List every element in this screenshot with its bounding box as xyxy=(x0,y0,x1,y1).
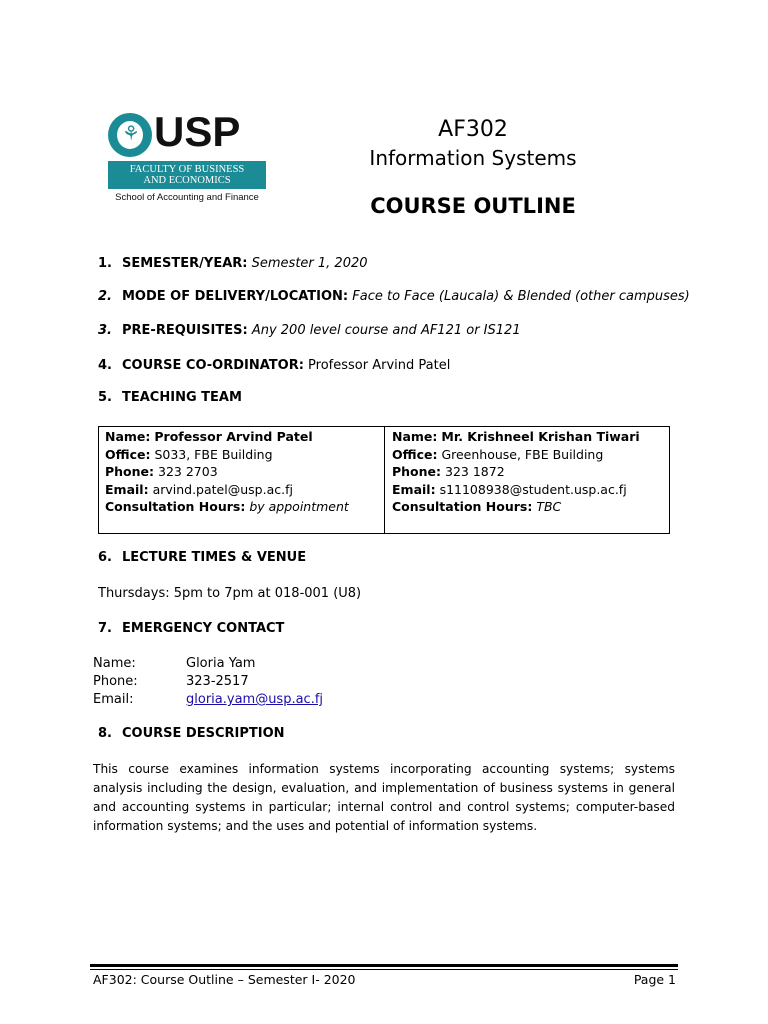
footer-divider-thin xyxy=(90,969,678,970)
section-number: 7. xyxy=(98,621,112,636)
section-semester-year xyxy=(98,256,368,271)
contact-row xyxy=(93,655,323,673)
section-course-description xyxy=(98,726,285,741)
field-label: Phone: xyxy=(392,464,442,479)
member-phone: 323 1872 xyxy=(445,464,505,479)
course-code: AF302 xyxy=(438,117,508,142)
section-emergency-contact xyxy=(98,621,284,636)
contact-label: Email: xyxy=(93,692,134,707)
usp-logo xyxy=(108,108,268,205)
section-number: 5. xyxy=(98,390,112,405)
member-office: S033, FBE Building xyxy=(154,446,273,462)
section-teaching-team xyxy=(98,390,242,405)
logo-faculty-line2: AND ECONOMICS xyxy=(143,175,231,186)
section-label: COURSE CO-ORDINATOR: xyxy=(122,358,304,373)
section-value: Face to Face (Laucala) & Blended (other campuses) xyxy=(352,289,690,304)
section-value: Any 200 level course and AF121 or IS121 xyxy=(251,323,521,338)
contact-row xyxy=(93,691,323,709)
field-label: Phone: xyxy=(105,464,155,479)
footer-course-label: AF302: Course Outline – Semester I- 2020 xyxy=(93,972,356,987)
section-number: 6. xyxy=(98,550,112,565)
section-label: MODE OF DELIVERY/LOCATION: xyxy=(122,289,349,304)
page-title: COURSE OUTLINE xyxy=(370,194,576,218)
section-label: PRE-REQUISITES: xyxy=(122,323,248,338)
teaching-team-table xyxy=(98,426,670,534)
field-label: Office: xyxy=(105,446,151,462)
member-name: Professor Arvind Patel xyxy=(154,429,313,444)
member-email: s11108938@student.usp.ac.fj xyxy=(439,481,627,497)
team-member-card xyxy=(385,427,669,533)
member-hours: TBC xyxy=(536,499,562,514)
section-prerequisites xyxy=(98,323,521,338)
course-name: Information Systems xyxy=(369,146,577,170)
section-number: 8. xyxy=(98,726,112,741)
section-label: SEMESTER/YEAR: xyxy=(122,256,248,271)
section-label: TEACHING TEAM xyxy=(122,390,242,405)
logo-faculty-line1: FACULTY OF BUSINESS xyxy=(129,164,245,175)
section-label: COURSE DESCRIPTION xyxy=(122,726,285,741)
team-member-card xyxy=(99,427,385,533)
field-label: Consultation Hours: xyxy=(105,499,246,514)
field-label: Name: xyxy=(105,429,151,444)
section-number: 3. xyxy=(98,323,112,338)
section-number: 4. xyxy=(98,358,112,373)
member-email: arvind.patel@usp.ac.fj xyxy=(152,481,293,497)
field-label: Office: xyxy=(392,446,438,462)
member-office: Greenhouse, FBE Building xyxy=(441,446,604,462)
usp-crest-icon: ⚘ xyxy=(108,113,152,157)
section-label: EMERGENCY CONTACT xyxy=(122,621,285,636)
contact-email-link[interactable]: gloria.yam@usp.ac.fj xyxy=(186,692,324,707)
contact-label: Name: xyxy=(93,656,136,671)
member-hours: by appointment xyxy=(249,499,349,514)
logo-brand-text: USP xyxy=(154,108,241,155)
emergency-contact-block xyxy=(93,655,323,709)
field-label: Email: xyxy=(105,481,149,497)
contact-phone: 323-2517 xyxy=(186,674,249,689)
footer-divider xyxy=(90,964,678,967)
member-phone: 323 2703 xyxy=(158,464,218,479)
contact-label: Phone: xyxy=(93,674,138,689)
page-number: Page 1 xyxy=(633,972,676,987)
course-description-text: This course examines information systems incorporating accounting systems; systems analysis including the design, evaluation, and implementation of business systems in general and accounting systems in particular; internal control and control systems; computer-based information systems; and the uses and potential of information systems. xyxy=(93,762,675,833)
lecture-time-text: Thursdays: 5pm to 7pm at 018-001 (U8) xyxy=(98,586,362,601)
field-label: Consultation Hours: xyxy=(392,499,533,514)
section-lecture-times xyxy=(98,550,306,565)
section-mode-of-delivery xyxy=(98,289,690,304)
field-label: Name: xyxy=(392,429,438,444)
section-value: Semester 1, 2020 xyxy=(251,256,368,271)
field-label: Email: xyxy=(392,481,436,497)
contact-row xyxy=(93,673,323,691)
section-number: 1. xyxy=(98,256,112,271)
section-value: Professor Arvind Patel xyxy=(308,358,451,373)
logo-school-name: School of Accounting and Finance xyxy=(115,192,259,203)
member-name: Mr. Krishneel Krishan Tiwari xyxy=(441,429,640,444)
logo-faculty-band xyxy=(108,161,266,189)
contact-name: Gloria Yam xyxy=(186,656,256,671)
section-course-coordinator xyxy=(98,358,450,373)
section-label: LECTURE TIMES & VENUE xyxy=(122,550,307,565)
section-number: 2. xyxy=(98,289,112,304)
